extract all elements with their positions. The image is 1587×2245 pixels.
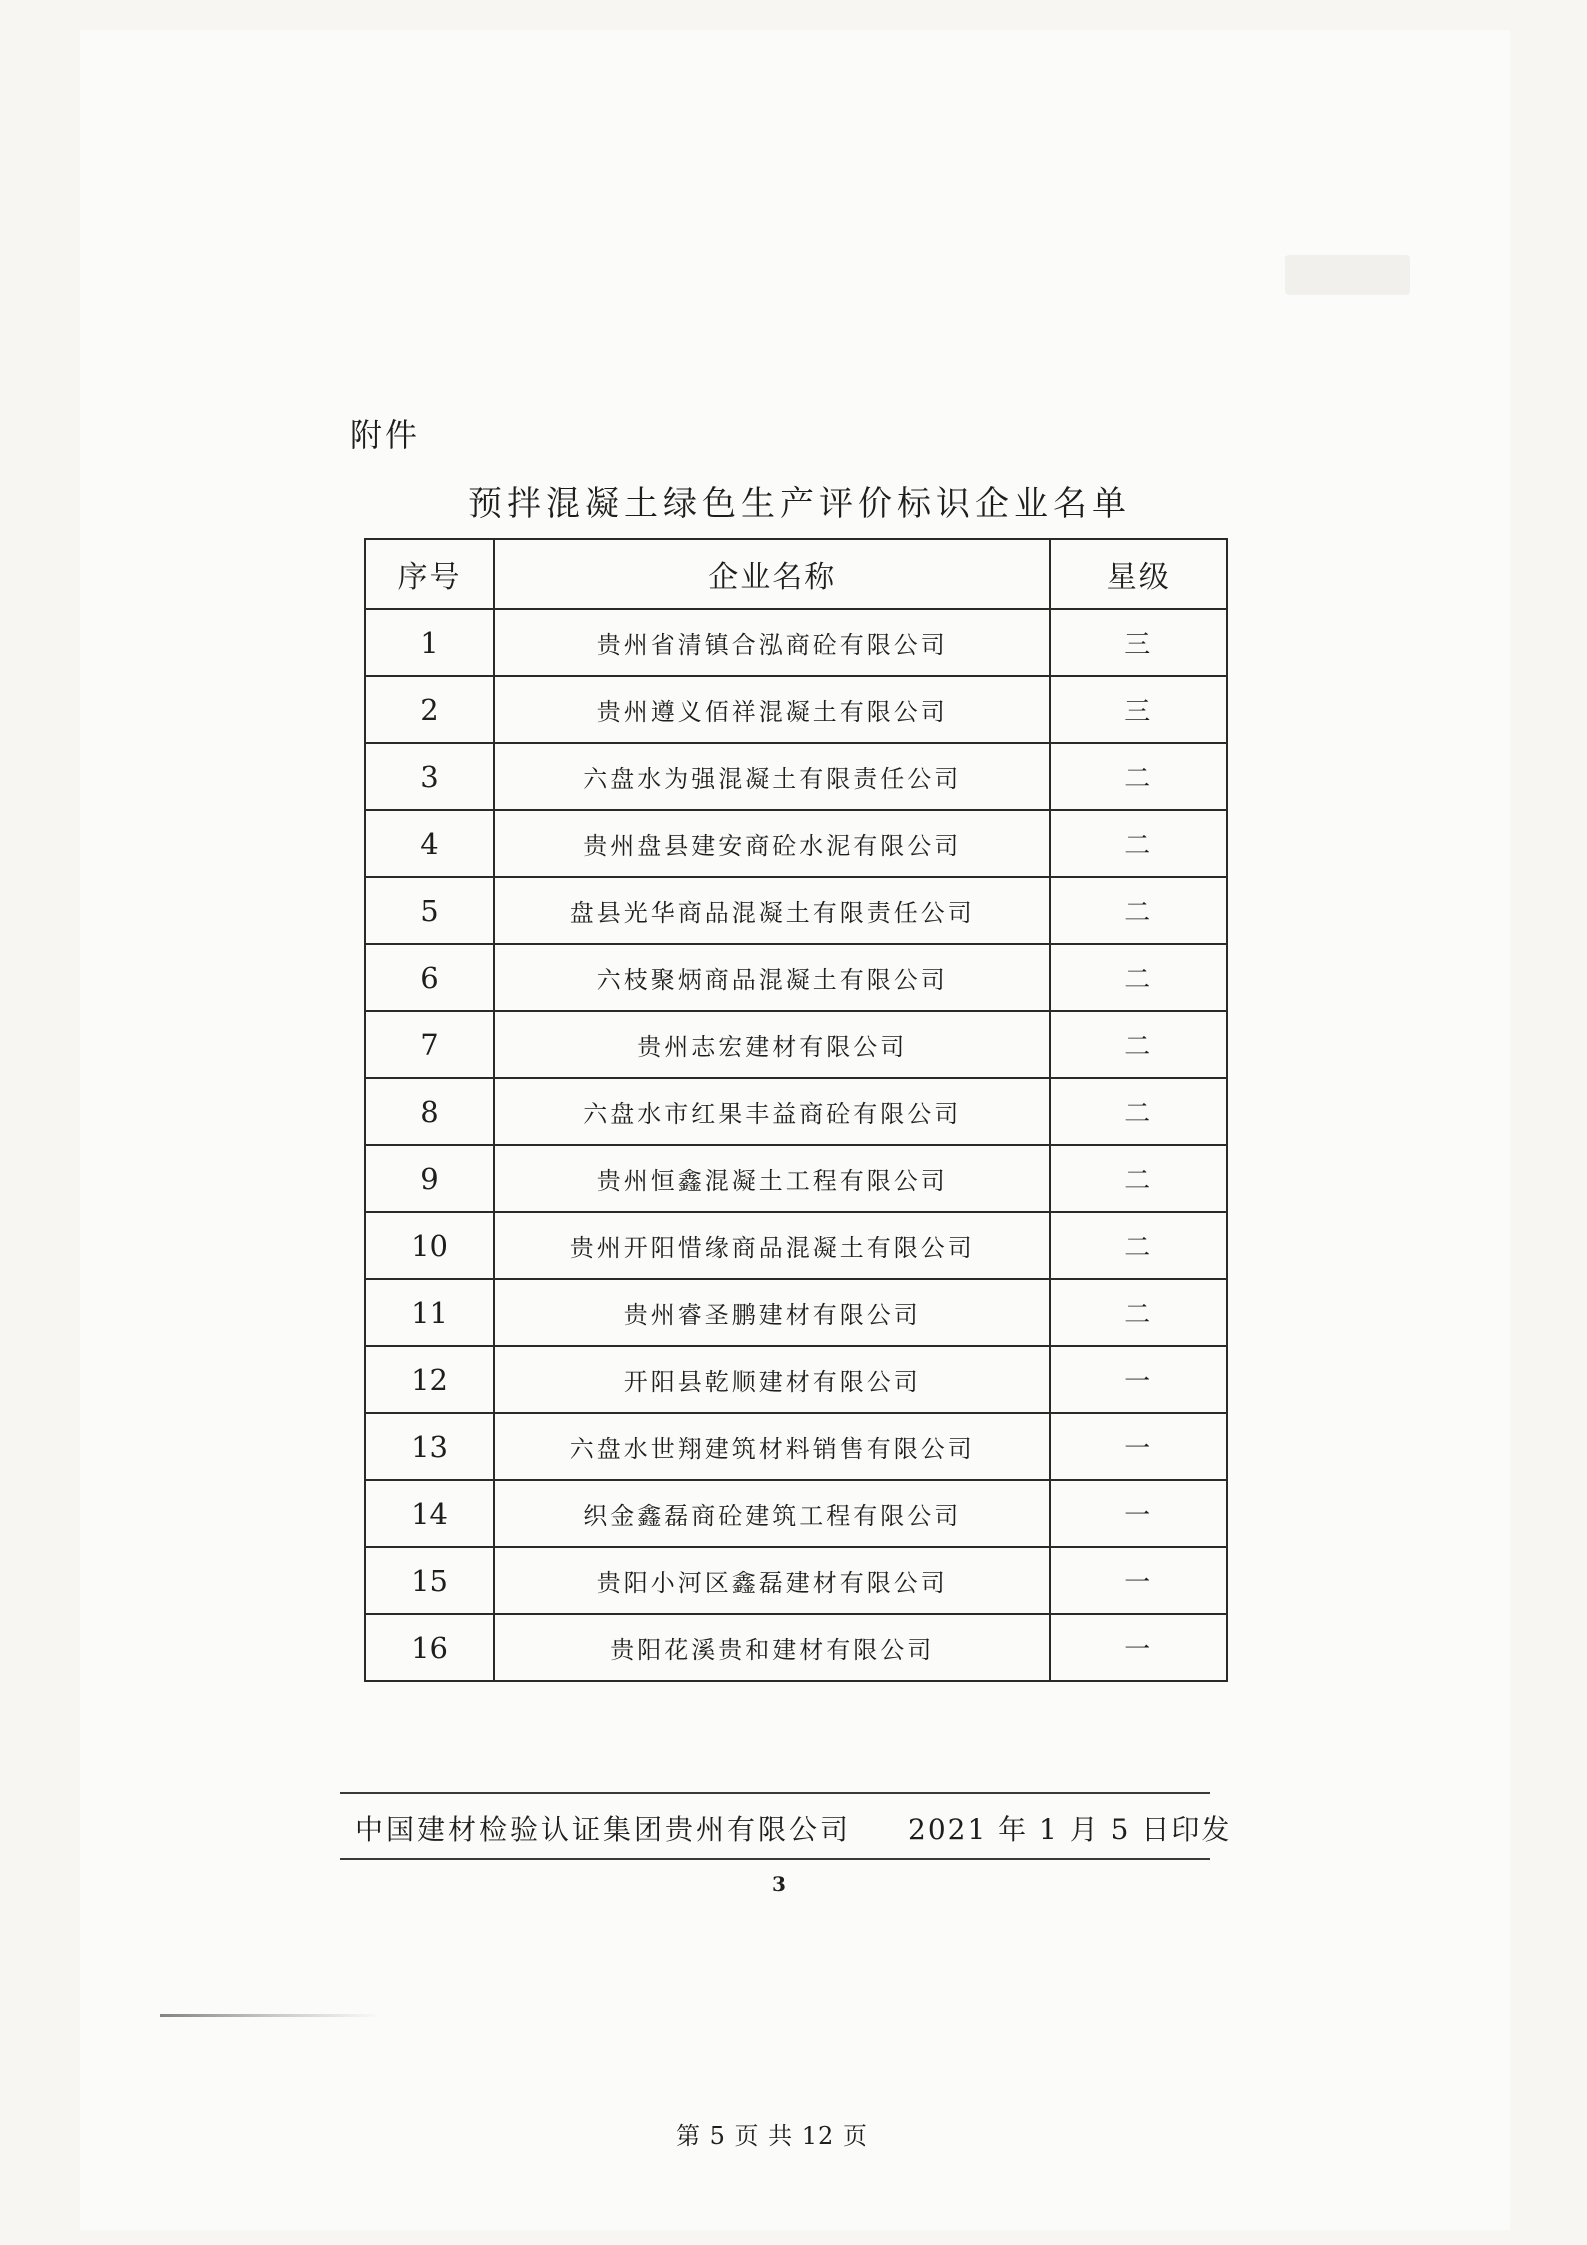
row-level: 二 [1050,1078,1227,1145]
row-index: 16 [365,1614,494,1681]
row-index: 13 [365,1413,494,1480]
row-name: 贵州省清镇合泓商砼有限公司 [494,609,1050,676]
row-index: 6 [365,944,494,1011]
table-row [365,676,1227,743]
table-row [365,1346,1227,1413]
row-index: 1 [365,609,494,676]
table-row [365,1279,1227,1346]
row-name: 贵州志宏建材有限公司 [494,1011,1050,1078]
table-row [365,743,1227,810]
row-name: 贵州遵义佰祥混凝土有限公司 [494,676,1050,743]
row-index: 2 [365,676,494,743]
table-row [365,1547,1227,1614]
row-index: 5 [365,877,494,944]
row-name: 盘县光华商品混凝土有限责任公司 [494,877,1050,944]
row-index: 12 [365,1346,494,1413]
footer-date: 2021 年 1 月 5 日印发 [908,1813,1232,1846]
row-name: 贵阳花溪贵和建材有限公司 [494,1614,1050,1681]
page-counter: 第 5 页 共 12 页 [676,2122,868,2150]
row-index: 11 [365,1279,494,1346]
row-name: 贵州盘县建安商砼水泥有限公司 [494,810,1050,877]
table-row [365,877,1227,944]
row-level: 二 [1050,810,1227,877]
row-name: 六盘水为强混凝土有限责任公司 [494,743,1050,810]
table-header-row [365,539,1227,609]
inner-page-number: 3 [772,1872,786,1896]
table-row [365,1212,1227,1279]
row-level: 一 [1050,1480,1227,1547]
table-row [365,1614,1227,1681]
table-row [365,1480,1227,1547]
table-row [365,1078,1227,1145]
row-name: 六盘水世翔建筑材料销售有限公司 [494,1413,1050,1480]
row-name: 贵州开阳惜缘商品混凝土有限公司 [494,1212,1050,1279]
row-index: 8 [365,1078,494,1145]
table-row [365,944,1227,1011]
page-title: 预拌混凝土绿色生产评价标识企业名单 [468,484,1131,524]
row-index: 10 [365,1212,494,1279]
enterprise-table [364,538,1228,1682]
row-level: 三 [1050,676,1227,743]
row-level: 二 [1050,877,1227,944]
footer-bottom-rule [340,1858,1210,1860]
header-name: 企业名称 [494,539,1050,609]
header-level: 星级 [1050,539,1227,609]
row-index: 4 [365,810,494,877]
table-row [365,1145,1227,1212]
row-level: 一 [1050,1547,1227,1614]
row-level: 二 [1050,1011,1227,1078]
row-index: 7 [365,1011,494,1078]
row-name: 六盘水市红果丰益商砼有限公司 [494,1078,1050,1145]
attachment-label: 附件 [350,416,421,454]
row-index: 3 [365,743,494,810]
row-name: 贵阳小河区鑫磊建材有限公司 [494,1547,1050,1614]
row-index: 14 [365,1480,494,1547]
row-level: 二 [1050,944,1227,1011]
row-level: 二 [1050,1279,1227,1346]
row-level: 二 [1050,1212,1227,1279]
row-name: 开阳县乾顺建材有限公司 [494,1346,1050,1413]
row-index: 15 [365,1547,494,1614]
footer-top-rule [340,1792,1210,1794]
row-level: 三 [1050,609,1227,676]
bleed-through-mark [1285,255,1410,295]
row-level: 二 [1050,1145,1227,1212]
footer-issuer: 中国建材检验认证集团贵州有限公司 [355,1813,852,1846]
row-level: 一 [1050,1346,1227,1413]
table-row [365,810,1227,877]
row-name: 贵州睿圣鹏建材有限公司 [494,1279,1050,1346]
table-row [365,609,1227,676]
row-level: 二 [1050,743,1227,810]
row-level: 一 [1050,1413,1227,1480]
header-index: 序号 [365,539,494,609]
table-row [365,1413,1227,1480]
row-name: 织金鑫磊商砼建筑工程有限公司 [494,1480,1050,1547]
row-name: 贵州恒鑫混凝土工程有限公司 [494,1145,1050,1212]
scan-artifact-line [160,2014,380,2017]
row-name: 六枝聚炳商品混凝土有限公司 [494,944,1050,1011]
row-level: 一 [1050,1614,1227,1681]
row-index: 9 [365,1145,494,1212]
table-row [365,1011,1227,1078]
